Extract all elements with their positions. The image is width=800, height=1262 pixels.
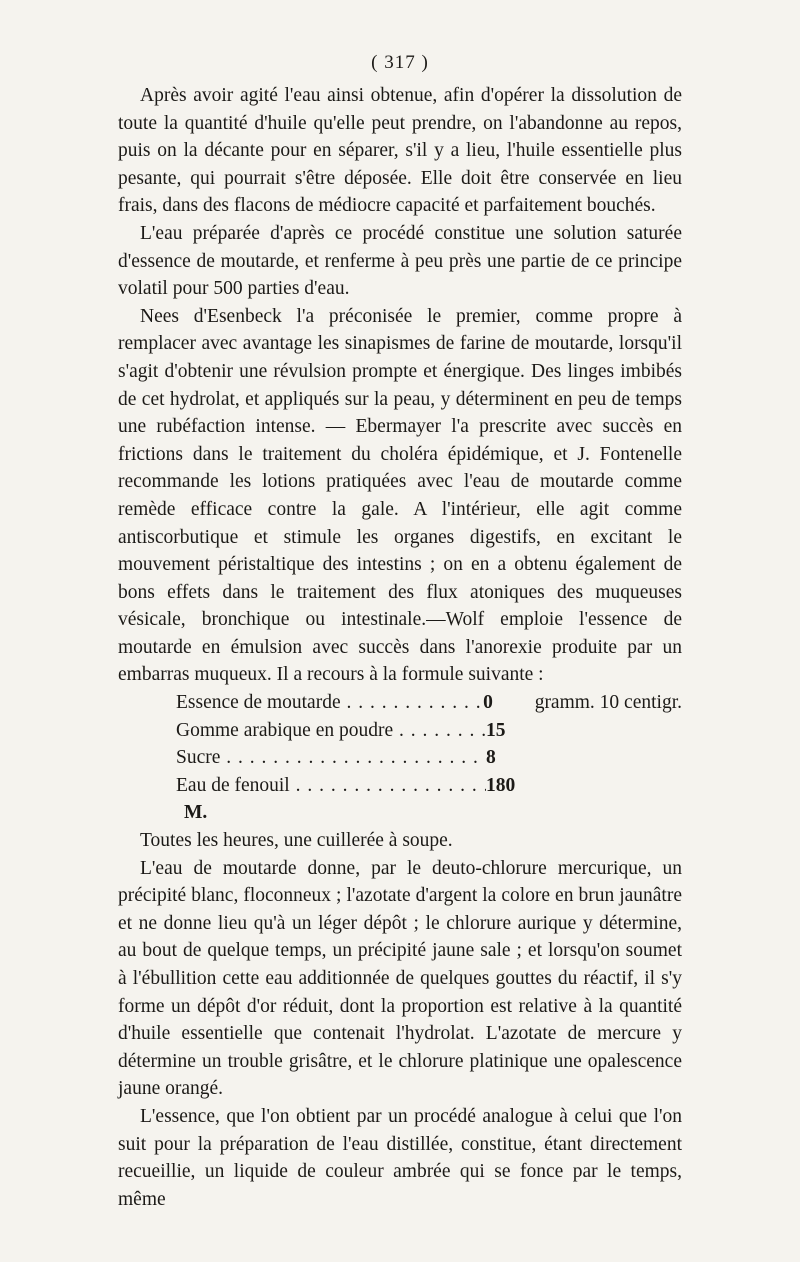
recipe-formula <box>176 689 682 827</box>
ingredient-quantity: 0 <box>483 692 493 714</box>
ingredient-name: Sucre . . . <box>176 744 486 772</box>
recipe-row <box>176 772 682 800</box>
ingredient-unit: gramm. 10 centigr. <box>534 692 682 714</box>
recipe-row <box>176 717 682 745</box>
paragraph: L'essence, que l'on obtient par un procédé analogue à celui que l'on suit pour la préparation de l'eau distillée, constitue, étant directement recueillie, un liquide de couleur ambrée qui se fonce par le temps, même <box>118 1105 682 1210</box>
paragraph: L'eau de moutarde donne, par le deuto-chlorure mercurique, un précipité blanc, floconneux ; l'azotate d'argent la colore en brun jaunâtre et ne donne lieu qu'à un léger dépôt ; le chlorure aurique y détermine, au bout de quelque temps, un précipité jaune sale ; et lorsqu'on soumet à l'ébullition cette eau additionnée de quelques gouttes du réactif, il s'y forme un dépôt d'or réduit, dont la proportion est relative à la quantité d'huile essentielle que contenait l'hydrolat. L'azotate de mercure y détermine un trouble grisâtre, et le chlorure platinique une opalescence jaune orangé. <box>118 857 682 1100</box>
recipe-row <box>176 744 682 772</box>
ingredient-quantity: 8 <box>486 747 496 769</box>
ingredient-name: Essence de moutarde . . . <box>176 689 483 717</box>
paragraph: Toutes les heures, une cuillerée à soupe. <box>140 830 453 852</box>
paragraph: Nees d'Esenbeck l'a préconisée le premier, comme propre à remplacer avec avantage les sinapismes de farine de moutarde, lorsqu'il s'agit d'obtenir une révulsion prompte et énergique. Des linges imbibés de cet hydrolat, et appliqués sur la peau, y déterminent en peu de temps une rubéfaction intense. — Ebermayer l'a prescrite avec succès en frictions dans le traitement du choléra épidémique, et J. Fontenelle recommande les lotions pratiquées avec l'eau de moutarde comme remède efficace contre la gale. A l'intérieur, elle agit comme antiscorbutique et stimule les organes digestifs, en excitant le mouvement péristaltique des intestins ; on en a obtenu également de bons effets dans le traitement des flux atoniques des muqueuses vésicale, bronchique ou intestinale.—Wolf emploie l'essence de moutarde en émulsion avec succès dans l'anorexie produite par un embarras muqueux. Il a recours à la formule suivante : <box>118 305 682 686</box>
paragraph: Après avoir agité l'eau ainsi obtenue, afin d'opérer la dissolution de toute la quantité d'huile qu'elle peut prendre, on l'abandonne au repos, puis on la décante pour en séparer, s'il y a lieu, l'huile essentielle plus pesante, qui pourrait s'être déposée. Elle doit être conservée en lieu frais, dans des flacons de médiocre capacité et parfaitement bouchés. <box>118 85 682 217</box>
recipe-mix-instruction: M. <box>184 802 208 824</box>
ingredient-quantity: 180 <box>486 774 516 796</box>
ingredient-name: Eau de fenouil . . . <box>176 772 486 800</box>
ingredient-name: Gomme arabique en poudre . . . <box>176 717 486 745</box>
paragraph: L'eau préparée d'après ce procédé constitue une solution saturée d'essence de moutarde, et renferme à peu près une partie de ce principe volatil pour 500 parties d'eau. <box>118 222 682 300</box>
ingredient-quantity: 15 <box>486 719 506 741</box>
page-number: ( 317 ) <box>371 52 429 73</box>
recipe-row <box>176 689 682 717</box>
body-text <box>118 82 682 1213</box>
